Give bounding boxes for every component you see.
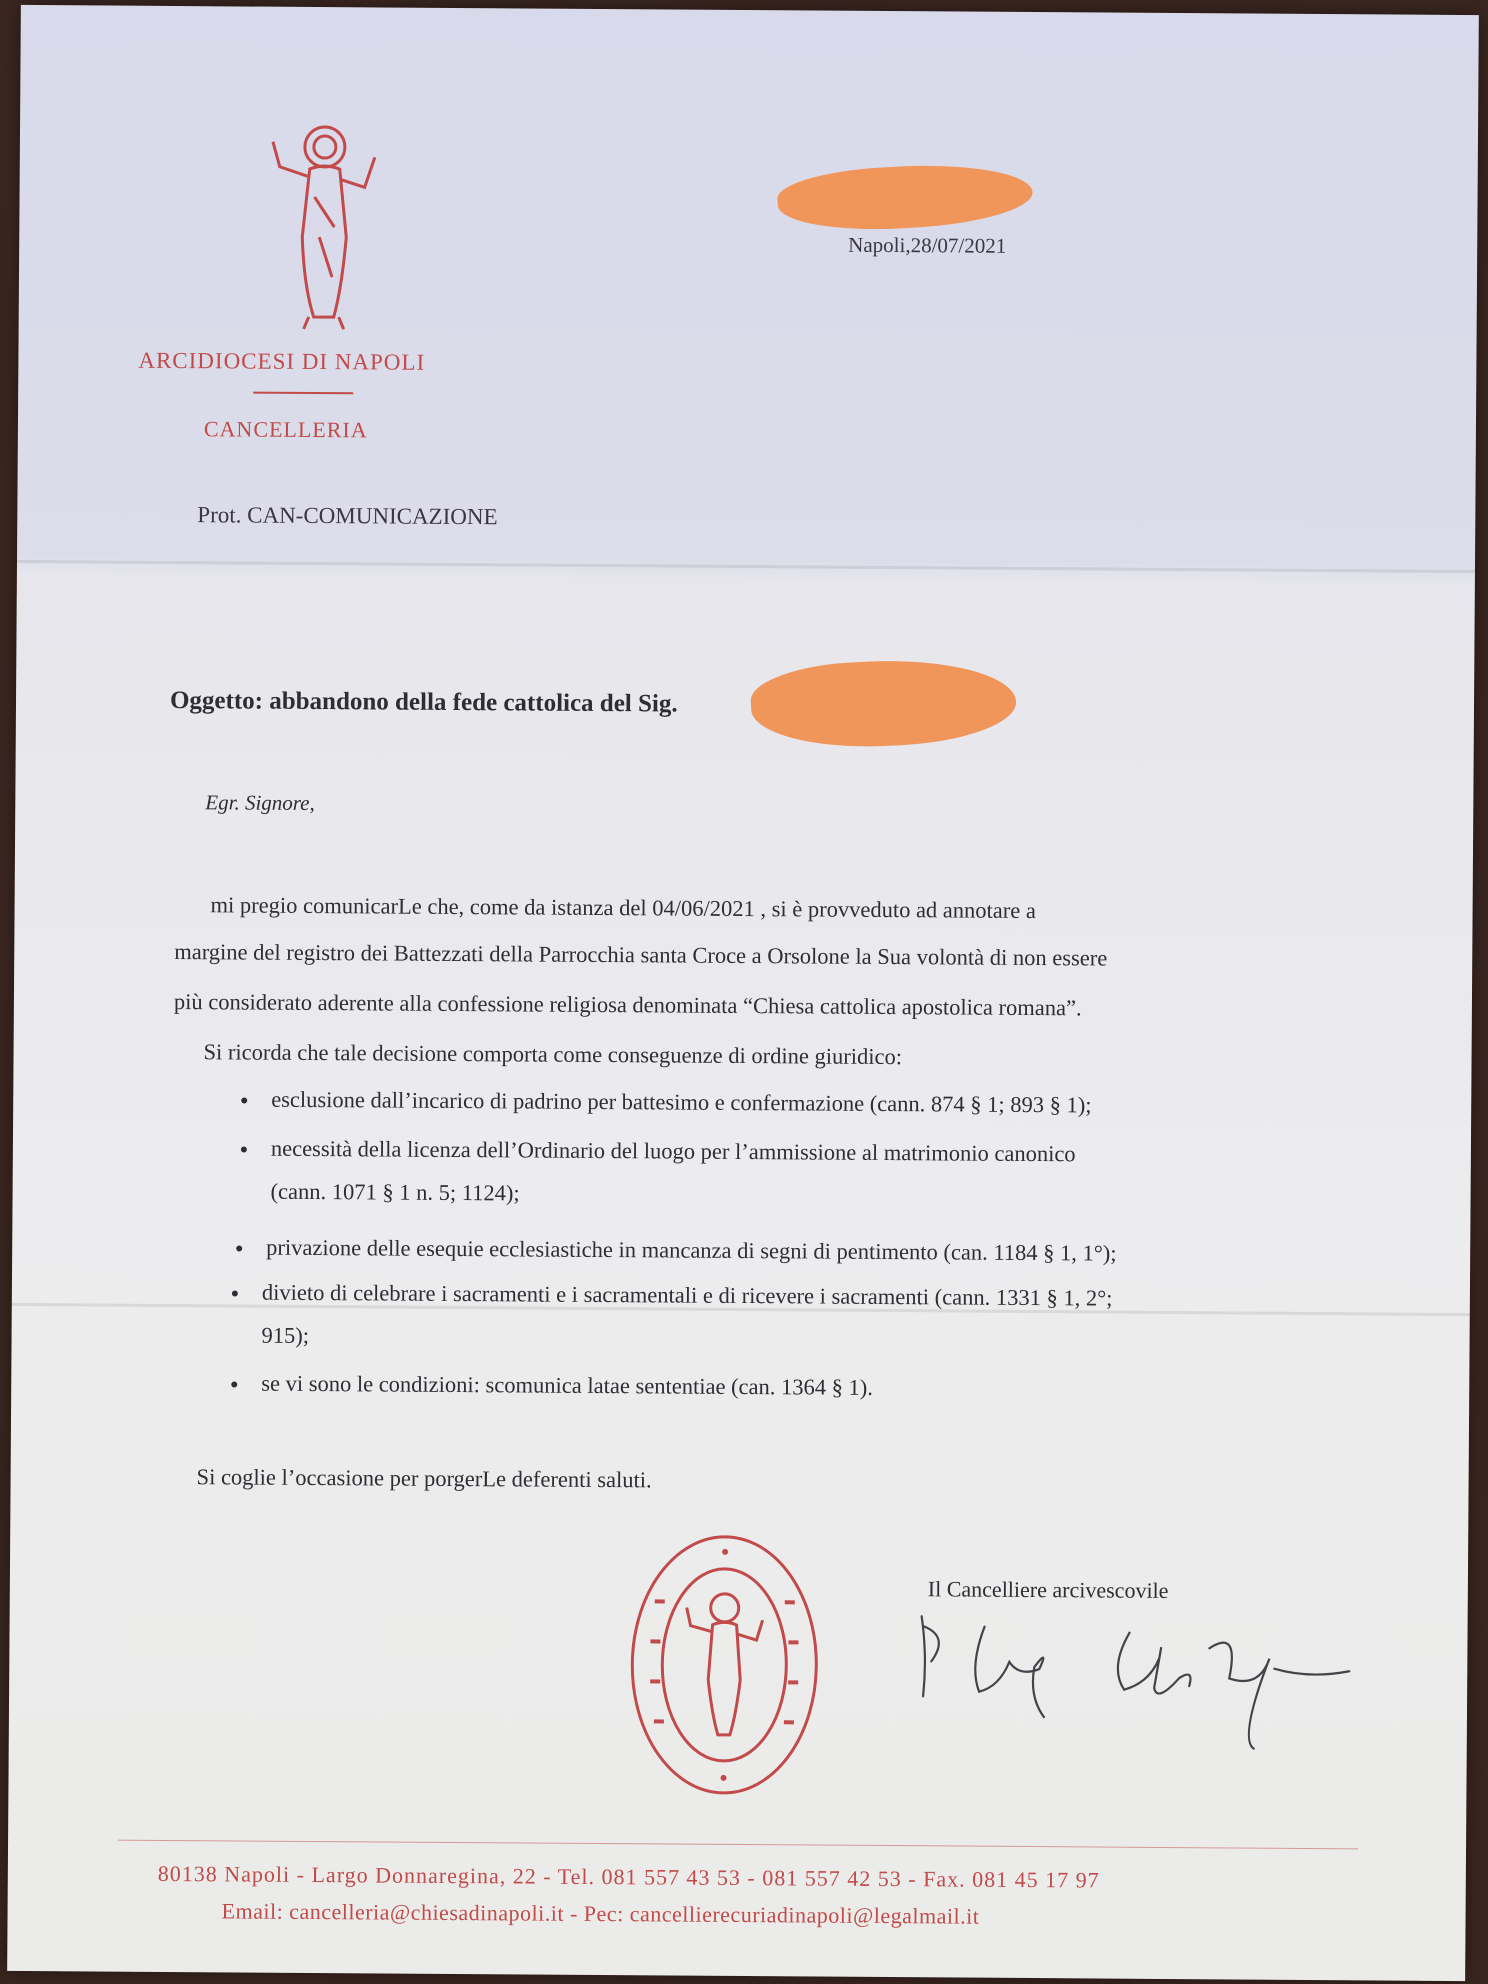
bullet-item-continued: (cann. 1071 § 1 n. 5; 1124); (270, 1178, 520, 1206)
office-name: CANCELLERIA (203, 416, 368, 443)
handwritten-signature (909, 1606, 1370, 1759)
body-line: Si ricorda che tale decisione comporta come conseguenze di ordine giuridico: (203, 1039, 903, 1070)
protocol-number: Prot. CAN-COMUNICAZIONE (197, 502, 498, 530)
bullet-dot (236, 1245, 242, 1251)
bullet-item: divieto di celebrare i sacramenti e i sacramentali e di ricevere i sacramenti (cann. 1331 § 1, 2°; (261, 1279, 1113, 1311)
letter-page (7, 5, 1479, 1981)
letter-subject: Oggetto: abbandono della fede cattolica del Sig. (169, 686, 678, 718)
bullet-dot (241, 1097, 247, 1103)
footer-divider (118, 1840, 1358, 1850)
bullet-dot (231, 1381, 237, 1387)
footer-email: Email: cancelleria@chiesadinapoli.it - Pec: cancellierecuriadinapoli@legalmail.it (221, 1898, 980, 1929)
bullet-item: esclusione dall’incarico di padrino per battesimo e confermazione (cann. 874 § 1; 893 § 1); (271, 1086, 1092, 1118)
signature-label: Il Cancelliere arcivescovile (927, 1576, 1169, 1603)
footer-address: 80138 Napoli - Largo Donnaregina, 22 - Tel. 081 557 43 53 - 081 557 42 53 - Fax. 081 45 17 97 (157, 1860, 1100, 1893)
organization-name: ARCIDIOCESI DI NAPOLI (138, 347, 426, 375)
closing-line: Si coglie l’occasione per porgerLe deferenti saluti. (196, 1464, 652, 1493)
bullet-item-continued: 915); (261, 1322, 310, 1348)
chancery-stamp-icon (623, 1529, 825, 1800)
redaction-mark (749, 655, 1018, 752)
diocese-logo-icon (254, 117, 396, 338)
salutation: Egr. Signore, (205, 790, 315, 816)
body-line: margine del registro dei Battezzati della Parrocchia santa Croce a Orsolone la Sua volontà di non essere (174, 939, 1108, 971)
body-line: mi pregio comunicarLe che, come da istanza del 04/06/2021 , si è provveduto ad annotare a (210, 892, 1037, 924)
header-divider (253, 392, 353, 395)
bullet-dot (241, 1146, 247, 1152)
letter-date: Napoli,28/07/2021 (848, 232, 1007, 258)
body-line: più considerato aderente alla confessione religiosa denominata “Chiesa cattolica apostolica romana”. (173, 989, 1082, 1021)
bullet-item: se vi sono le condizioni: scomunica latae sententiae (can. 1364 § 1). (261, 1370, 874, 1400)
bullet-item: privazione delle esequie ecclesiastiche in mancanza di segni di pentimento (can. 1184 § 1, 1°); (266, 1234, 1117, 1266)
bullet-item: necessità della licenza dell’Ordinario del luogo per l’ammissione al matrimonio canonico (270, 1135, 1076, 1167)
paper-fold (17, 560, 1475, 573)
bullet-dot (232, 1290, 238, 1296)
redaction-mark (776, 158, 1034, 236)
